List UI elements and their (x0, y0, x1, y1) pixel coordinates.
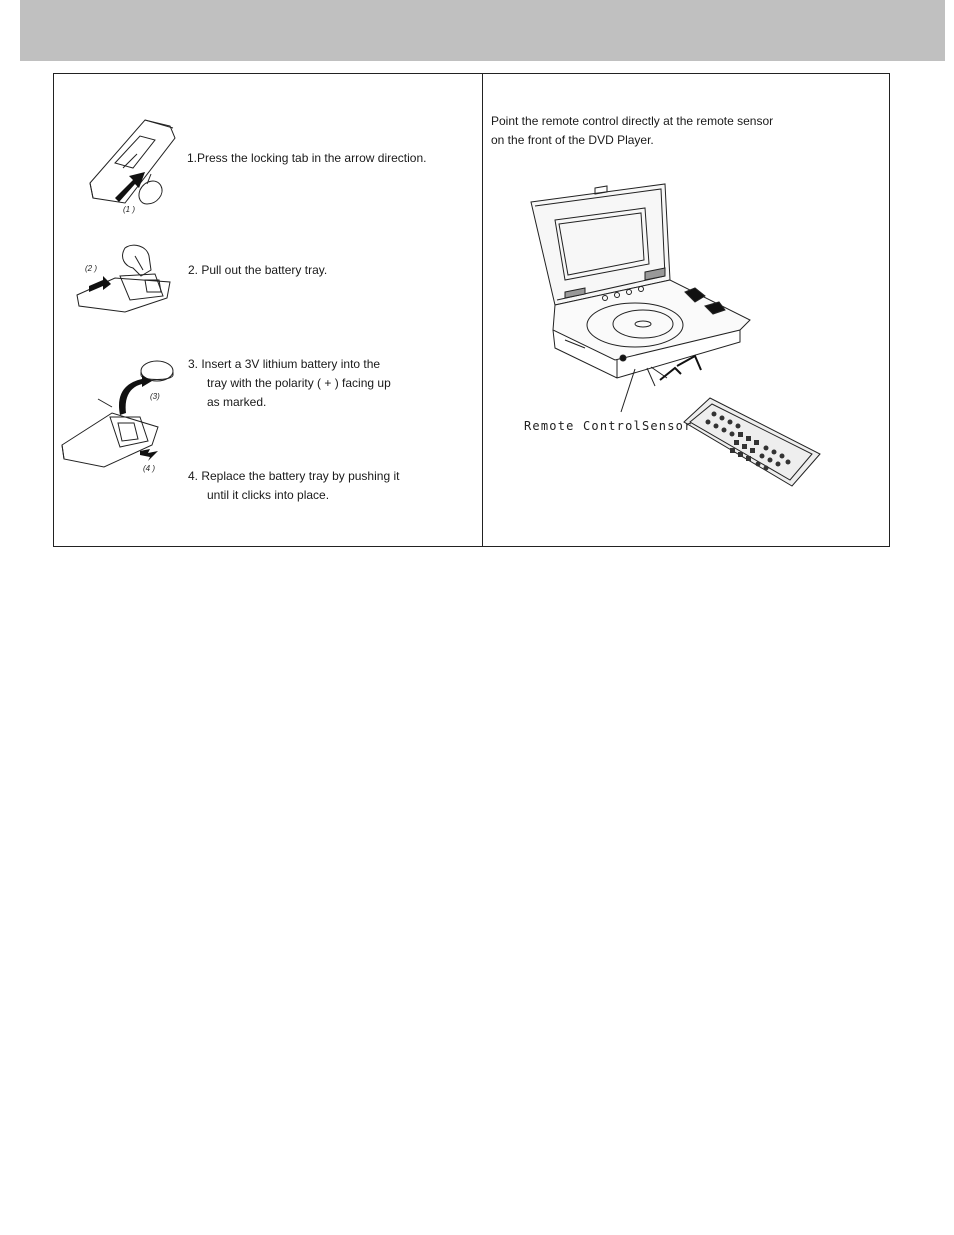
remote-end-illustration (85, 108, 185, 218)
step-4-tag: (4 ) (143, 464, 155, 473)
step-3-tag: (3) (150, 392, 160, 401)
step-3-text (188, 355, 391, 412)
dvd-player-illustration (525, 180, 755, 420)
remote-control-illustration (680, 392, 825, 492)
step-4-line-1: 4. Replace the battery tray by pushing it (188, 469, 400, 483)
step-2-tag: (2 ) (85, 264, 97, 273)
step-3-line-1: 3. Insert a 3V lithium battery into the (188, 357, 381, 371)
step-2-line-1: 2. Pull out the battery tray. (188, 263, 328, 277)
step-4-line-2: until it clicks into place. (207, 488, 330, 502)
step-4-text (188, 467, 399, 505)
remote-sensor-label: Remote ControlSensor (524, 419, 693, 433)
remote-instruction-line-2: on the front of the DVD Player. (491, 133, 654, 147)
step-3-line-3: as marked. (207, 395, 267, 409)
column-divider (482, 73, 483, 546)
step-2-text (188, 261, 327, 280)
remote-instruction-line-1: Point the remote control directly at the remote sensor (491, 114, 774, 128)
step-1-tag: (1 ) (123, 205, 135, 214)
step-3-line-2: tray with the polarity ( + ) facing up (207, 376, 391, 390)
step-1-line-1: 1.Press the locking tab in the arrow direction. (187, 151, 427, 165)
coin-battery-illustration (60, 355, 180, 480)
battery-tray-illustration (75, 240, 180, 320)
header-band (20, 0, 945, 61)
step-1-text (187, 149, 426, 168)
remote-instruction-text (491, 112, 773, 150)
